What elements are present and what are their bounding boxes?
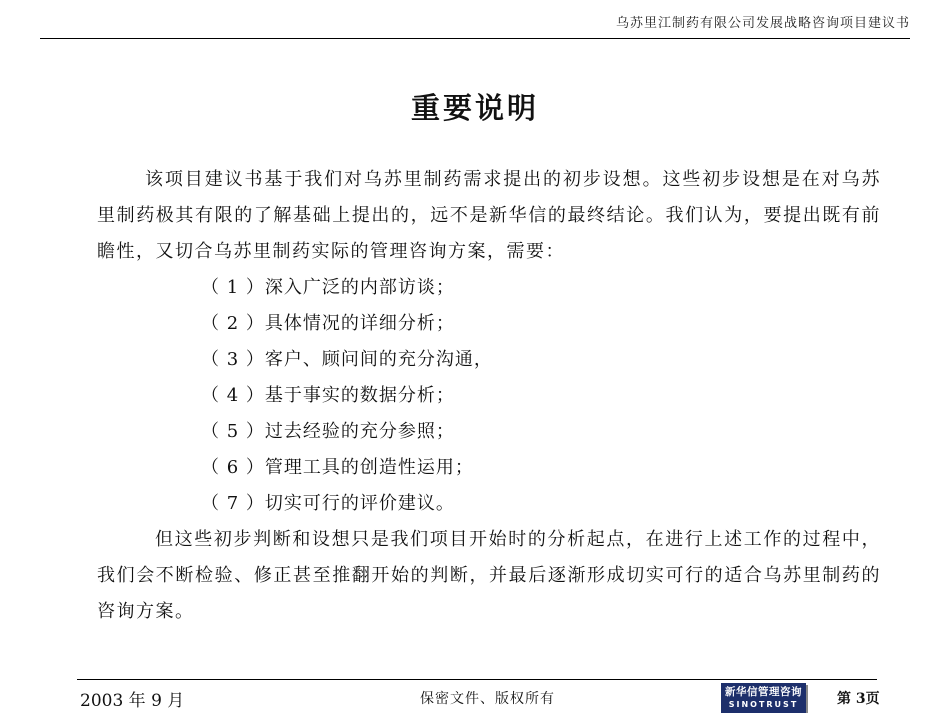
list-item: （ 3 ）客户、顾问间的充分沟通， bbox=[201, 349, 493, 370]
document-body bbox=[97, 162, 881, 630]
list-item: （ 5 ）过去经验的充分参照； bbox=[201, 421, 455, 442]
footer-divider bbox=[77, 679, 877, 680]
list-item: （ 6 ）管理工具的创造性运用； bbox=[201, 457, 474, 478]
list-item: （ 7 ）切实可行的评价建议。 bbox=[201, 493, 455, 514]
page-number: 第 3页 bbox=[837, 691, 880, 707]
list-item: （ 2 ）具体情况的详细分析； bbox=[201, 313, 455, 334]
intro-paragraph: 该项目建议书基于我们对乌苏里制药需求提出的初步设想。这些初步设想是在对乌苏里制药极其有限的了解基础上提出的，远不是新华信的最终结论。我们认为，要提出既有前瞻性，又切合乌苏里制药实际的管理咨询方案，需要： bbox=[97, 169, 881, 262]
page-title: 重要说明 bbox=[410, 91, 539, 125]
list-item: （ 4 ）基于事实的数据分析； bbox=[201, 385, 455, 406]
logo-en-text: SINOTRUST bbox=[728, 700, 799, 709]
closing-paragraph: 但这些初步判断和设想只是我们项目开始时的分析起点，在进行上述工作的过程中，我们会不断检验、修正甚至推翻开始的判断，并最后逐渐形成切实可行的适合乌苏里制药的咨询方案。 bbox=[97, 529, 881, 622]
confidential-notice: 保密文件、版权所有 bbox=[420, 691, 555, 707]
header-title: 乌苏里江制药有限公司发展战略咨询项目建议书 bbox=[615, 16, 910, 31]
header-divider bbox=[40, 38, 910, 39]
sinotrust-logo bbox=[721, 683, 806, 713]
requirements-list bbox=[97, 270, 881, 522]
logo-cn-text: 新华信管理咨询 bbox=[725, 686, 802, 698]
footer-date: 2003 年 9 月 bbox=[80, 691, 185, 711]
list-item: （ 1 ）深入广泛的内部访谈； bbox=[201, 277, 455, 298]
